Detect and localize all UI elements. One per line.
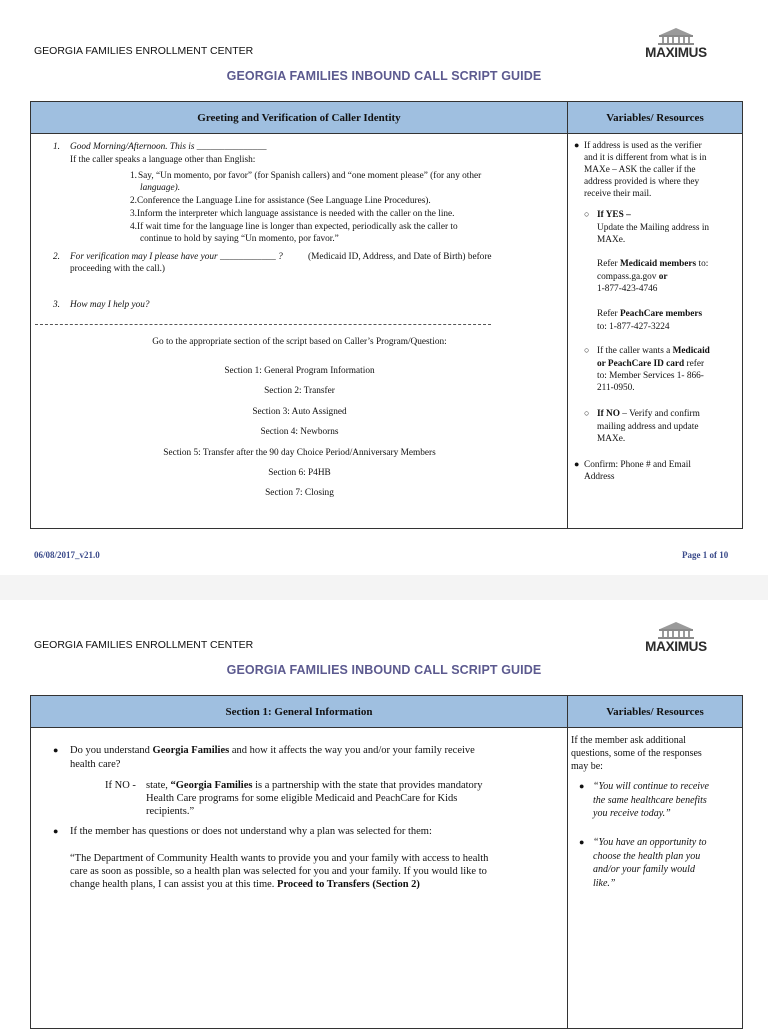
bullet-icon: ● bbox=[579, 837, 585, 847]
circle-bullet-icon: ○ bbox=[584, 408, 590, 418]
footer-version: 06/08/2017_v21.0 bbox=[34, 550, 100, 560]
section-link-1[interactable]: Section 1: General Program Information bbox=[224, 366, 375, 376]
yes-instruction: MAXe. bbox=[597, 235, 626, 245]
col-header-variables: Variables/ Resources bbox=[568, 102, 743, 134]
sub-step-number: 1. bbox=[130, 171, 137, 181]
section-link-6[interactable]: Section 6: P4HB bbox=[268, 468, 331, 478]
general-info-table bbox=[30, 695, 743, 1029]
step-number: 1. bbox=[53, 142, 60, 152]
medicaid-phone: 1-877-423-4746 bbox=[597, 284, 658, 294]
if-no-note: MAXe. bbox=[597, 434, 626, 444]
plan-selected-question: If the member has questions or does not understand why a plan was selected for them: bbox=[70, 826, 432, 837]
sections-intro: Go to the appropriate section of the script based on Caller’s Program/Question: bbox=[152, 337, 447, 347]
refer-medicaid-site: compass.ga.gov or bbox=[597, 272, 668, 282]
language-step-4-cont: continue to hold by saying “Un momento, por favor.” bbox=[140, 234, 339, 244]
bullet-icon: ● bbox=[579, 781, 585, 791]
dch-statement: change health plans, I can assist you at this time. Proceed to Transfers (Section 2) bbox=[70, 879, 420, 890]
bullet-icon: ● bbox=[574, 140, 580, 150]
step-number: 2. bbox=[53, 252, 60, 262]
if-no-label: If NO - bbox=[105, 780, 136, 791]
if-no-note: If NO – Verify and confirm bbox=[597, 409, 700, 419]
refer-medicaid: Refer Medicaid members to: bbox=[597, 259, 709, 269]
variables-cell bbox=[568, 728, 743, 1029]
general-info-cell bbox=[31, 728, 568, 1029]
footer-page-number: Page 1 of 10 bbox=[682, 550, 729, 560]
guide-title: GEORGIA FAMILIES INBOUND CALL SCRIPT GUIDE bbox=[226, 69, 542, 83]
language-step-1: Say, “Un momento, por favor” (for Spanish callers) and “one moment please” (for any other bbox=[138, 171, 482, 181]
additional-questions-note: may be: bbox=[571, 761, 603, 772]
dashed-divider bbox=[35, 324, 491, 325]
greeting-line: Good Morning/Afternoon. This is _______________ bbox=[70, 142, 267, 152]
bullet-icon: ● bbox=[574, 459, 580, 469]
section-link-3[interactable]: Section 3: Auto Assigned bbox=[252, 407, 347, 417]
response-benefits: “You will continue to receive bbox=[593, 781, 709, 792]
logo-wordmark: MAXIMUS bbox=[645, 639, 707, 654]
yes-instruction: Update the Mailing address in bbox=[597, 223, 710, 233]
response-choose-plan: and/or your family would bbox=[593, 864, 695, 875]
maximus-logo bbox=[634, 620, 718, 654]
section-link-7[interactable]: Section 7: Closing bbox=[265, 488, 334, 498]
capitol-building-icon bbox=[634, 26, 718, 46]
bullet-icon: ● bbox=[53, 745, 59, 755]
col-header-greeting: Greeting and Verification of Caller Identity bbox=[31, 102, 568, 134]
peachcare-phone: to: 1-877-427-3224 bbox=[597, 322, 670, 332]
additional-questions-note: If the member ask additional bbox=[571, 735, 686, 746]
dch-statement: “The Department of Community Health wants to provide you and your family with access to health bbox=[70, 853, 489, 864]
language-step-3: 3.Inform the interpreter which language assistance is needed with the caller on the line. bbox=[130, 209, 455, 219]
understand-question: Do you understand Georgia Families and how it affects the way you and/or your family receive bbox=[70, 745, 475, 756]
if-yes-label: If YES – bbox=[597, 210, 631, 220]
georgia-families-statement-cont: recipients.” bbox=[146, 806, 195, 817]
greeting-table bbox=[30, 101, 743, 529]
language-step-1-cont: language). bbox=[140, 183, 181, 193]
georgia-families-statement: state, “Georgia Families is a partnership with the state that provides mandatory bbox=[146, 780, 483, 791]
response-benefits: you receive today.” bbox=[593, 808, 671, 819]
refer-peachcare: Refer PeachCare members bbox=[597, 309, 703, 319]
if-no-note: mailing address and update bbox=[597, 422, 699, 432]
response-choose-plan: “You have an opportunity to bbox=[593, 837, 707, 848]
maximus-logo bbox=[634, 26, 718, 60]
id-card-note: If the caller wants a Medicaid bbox=[597, 346, 710, 356]
id-card-note: or PeachCare ID card refer bbox=[597, 359, 705, 369]
section-link-4[interactable]: Section 4: Newborns bbox=[260, 427, 339, 437]
circle-bullet-icon: ○ bbox=[584, 209, 590, 219]
additional-questions-note: questions, some of the responses bbox=[571, 748, 702, 759]
step-number: 3. bbox=[53, 300, 60, 310]
section-link-2[interactable]: Section 2: Transfer bbox=[264, 386, 335, 396]
guide-title: GEORGIA FAMILIES INBOUND CALL SCRIPT GUIDE bbox=[226, 663, 542, 677]
georgia-families-statement-cont: Health Care programs for some eligible Medicaid and PeachCare for Kids bbox=[146, 793, 458, 804]
col-header-section-1: Section 1: General Information bbox=[31, 696, 568, 728]
language-step-2: 2.Conference the Language Line for assistance (See Language Line Procedures). bbox=[130, 196, 431, 206]
address-note: receive their mail. bbox=[584, 189, 652, 199]
bullet-icon: ● bbox=[53, 826, 59, 836]
capitol-building-icon bbox=[634, 620, 718, 640]
confirm-note: Address bbox=[584, 472, 615, 482]
greeting-cell bbox=[31, 134, 568, 529]
member-services-phone: 211-0950. bbox=[597, 383, 635, 393]
variables-cell bbox=[568, 134, 743, 529]
verification-question: For verification may I please have your ____________ ? bbox=[70, 252, 283, 262]
dch-statement: care as soon as possible, so a health plan was selected for you and your family. If you would like to bbox=[70, 866, 487, 877]
verification-cont: proceeding with the call.) bbox=[70, 264, 165, 274]
confirm-note: Confirm: Phone # and Email bbox=[584, 460, 691, 470]
page-gap bbox=[0, 575, 768, 600]
language-condition: If the caller speaks a language other than English: bbox=[70, 155, 256, 165]
help-question: How may I help you? bbox=[70, 300, 150, 310]
col-header-variables: Variables/ Resources bbox=[568, 696, 743, 728]
circle-bullet-icon: ○ bbox=[584, 345, 590, 355]
org-name: GEORGIA FAMILIES ENROLLMENT CENTER bbox=[34, 45, 254, 57]
org-name: GEORGIA FAMILIES ENROLLMENT CENTER bbox=[34, 639, 254, 651]
address-note: MAXe – ASK the caller if the bbox=[584, 165, 696, 175]
member-services-phone: to: Member Services 1- 866- bbox=[597, 371, 704, 381]
document-page-2 bbox=[0, 600, 768, 1024]
address-note: address provided is where they bbox=[584, 177, 700, 187]
response-benefits: the same healthcare benefits bbox=[593, 795, 707, 806]
verification-items: (Medicaid ID, Address, and Date of Birth) before bbox=[308, 252, 492, 262]
response-choose-plan: choose the health plan you bbox=[593, 851, 701, 862]
section-link-5[interactable]: Section 5: Transfer after the 90 day Choice Period/Anniversary Members bbox=[163, 448, 436, 458]
address-note: If address is used as the verifier bbox=[584, 141, 702, 151]
response-choose-plan: like.” bbox=[593, 878, 616, 889]
address-note: and it is different from what is in bbox=[584, 153, 707, 163]
understand-question-cont: health care? bbox=[70, 759, 121, 770]
logo-wordmark: MAXIMUS bbox=[645, 45, 707, 60]
language-step-4: 4.If wait time for the language line is longer than expected, periodically ask the caller to bbox=[130, 222, 458, 232]
